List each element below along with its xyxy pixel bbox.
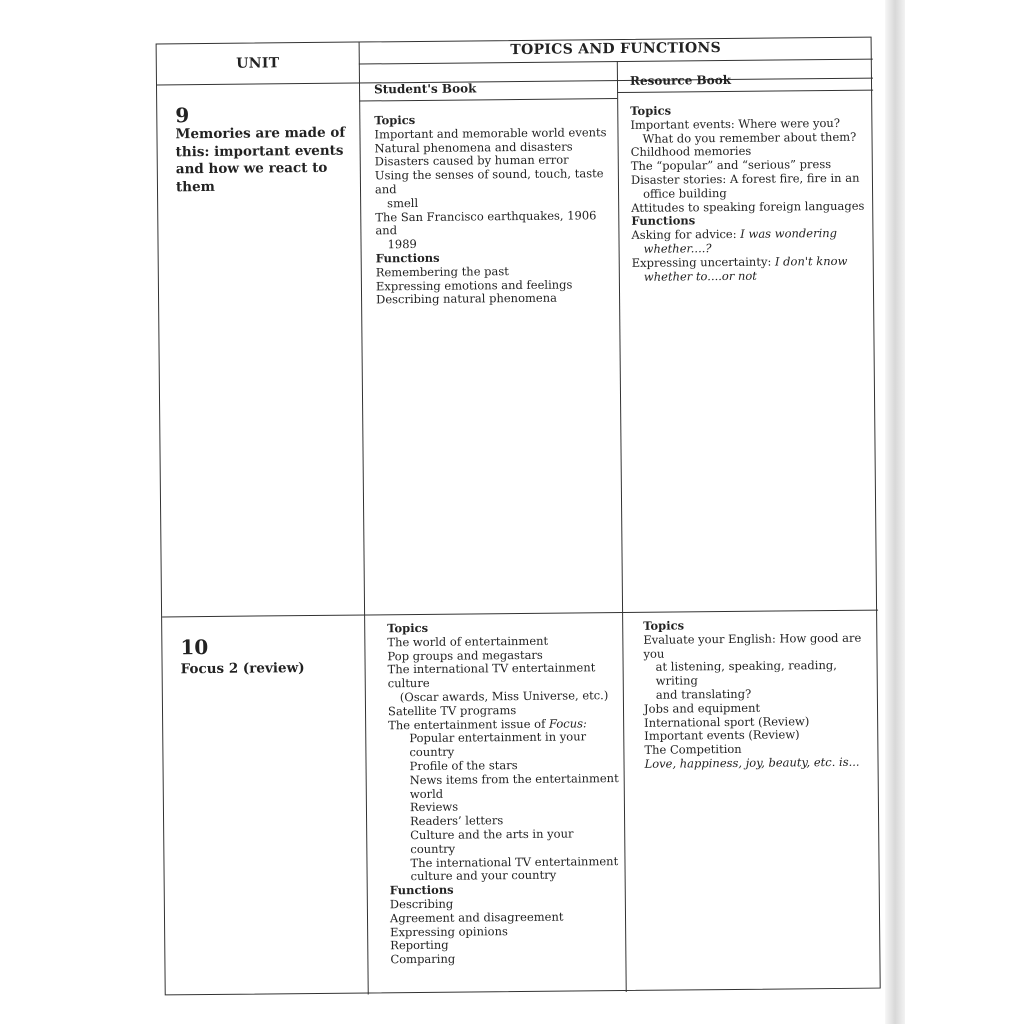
functions-label: Functions	[631, 213, 696, 229]
list-item: Natural phenomena and disasters	[374, 139, 573, 155]
list-item: and translating?	[655, 686, 752, 702]
unit-9-title: Memories are made of this: important events and how we react to them	[175, 124, 346, 195]
list-item: Readers’ letters	[410, 813, 504, 829]
unit-header: UNIT	[236, 55, 280, 72]
topics-label: Topics	[630, 103, 672, 118]
list-item: world	[409, 786, 444, 801]
unit-10-students-book	[387, 620, 622, 967]
list-item: office building	[642, 185, 727, 201]
list-item: Important and memorable world events	[374, 124, 607, 142]
unit-9-number: 9	[175, 103, 190, 128]
list-item: culture and your country	[410, 868, 557, 884]
unit-10-resource-book	[643, 618, 874, 772]
sub-divider-resource	[617, 90, 873, 94]
magazine-name: Focus:	[548, 715, 587, 731]
list-item: at listening, speaking, reading, writing	[655, 658, 837, 688]
unit-10-title: Focus 2 (review)	[180, 660, 305, 678]
list-item	[631, 227, 867, 243]
list-item: Expressing emotions and feelings	[375, 277, 573, 293]
unit-9-students-book	[374, 112, 612, 307]
list-item: Evaluate your English: How good are you	[643, 630, 862, 661]
row-divider	[162, 610, 878, 618]
list-item: Culture and the arts in your country	[410, 826, 574, 856]
sub-divider-students	[359, 98, 617, 102]
list-item: Disasters caused by human error	[374, 152, 569, 169]
function-example: I was wondering	[740, 226, 838, 242]
list-item: 1989	[387, 237, 417, 252]
list-item: The “popular” and “serious” press	[630, 157, 832, 174]
topics-label: Topics	[387, 620, 429, 636]
subheader-divider	[359, 59, 873, 65]
students-book-header: Student's Book	[373, 81, 477, 97]
list-item: whether....?	[643, 241, 712, 256]
function-example: I don't know	[774, 253, 848, 269]
list-item: Reviews	[409, 799, 459, 815]
list-item: The world of entertainment	[387, 633, 549, 650]
list-item: The international TV entertainment culture	[387, 660, 596, 691]
list-item: News items from the entertainment	[409, 770, 619, 787]
list-item: Love, happiness, joy, beauty, etc. is...	[644, 754, 860, 771]
list-item: Describing	[389, 896, 454, 912]
list-item: whether to....or not	[643, 268, 757, 284]
list-item: Attitudes to speaking foreign languages	[631, 198, 865, 215]
list-item: The international TV entertainment	[410, 853, 619, 870]
unit-10-number: 10	[180, 634, 209, 660]
list-item: Popular entertainment in your country	[409, 729, 587, 760]
list-item: The Competition	[644, 742, 742, 757]
functions-label: Functions	[375, 250, 440, 266]
topic-text: The entertainment issue of	[388, 716, 546, 732]
list-item: Important events: Where were you?	[630, 115, 841, 132]
list-item: Important events (Review)	[644, 727, 800, 744]
topics-label: Topics	[374, 112, 416, 128]
list-item: Pop groups and megastars	[387, 647, 543, 663]
resource-book-header: Resource Book	[629, 72, 732, 88]
list-item: Remembering the past	[375, 263, 509, 280]
list-item: Expressing opinions	[390, 923, 508, 939]
list-item: International sport (Review)	[644, 713, 810, 730]
unit-column-divider	[359, 43, 369, 995]
functions-label: Functions	[389, 882, 454, 898]
list-item: Using the senses of sound, touch, taste and	[374, 166, 604, 197]
list-item: smell	[387, 195, 419, 211]
function-name: Expressing uncertainty:	[631, 254, 772, 270]
list-item: The San Francisco earthquakes, 1906 and	[375, 207, 597, 238]
list-item: Disaster stories: A forest fire, fire in an	[630, 170, 860, 187]
list-item: Comparing	[390, 951, 456, 967]
function-name: Asking for advice:	[631, 227, 737, 243]
list-item: Reporting	[390, 938, 449, 953]
list-item: Profile of the stars	[409, 758, 518, 774]
list-item: Childhood memories	[630, 144, 752, 160]
topics-label: Topics	[643, 618, 685, 633]
list-item: Agreement and disagreement	[389, 909, 564, 926]
list-item: Jobs and equipment	[643, 700, 761, 716]
list-item: (Oscar awards, Miss Universe, etc.)	[399, 688, 609, 705]
list-item: Describing natural phenomena	[376, 290, 558, 307]
syllabus-table	[156, 37, 881, 996]
header-divider	[157, 78, 873, 86]
unit-9-resource-book	[630, 103, 868, 285]
list-item: Satellite TV programs	[387, 702, 517, 719]
list-item: What do you remember about them?	[642, 129, 857, 146]
topics-functions-header: TOPICS AND FUNCTIONS	[510, 40, 722, 59]
